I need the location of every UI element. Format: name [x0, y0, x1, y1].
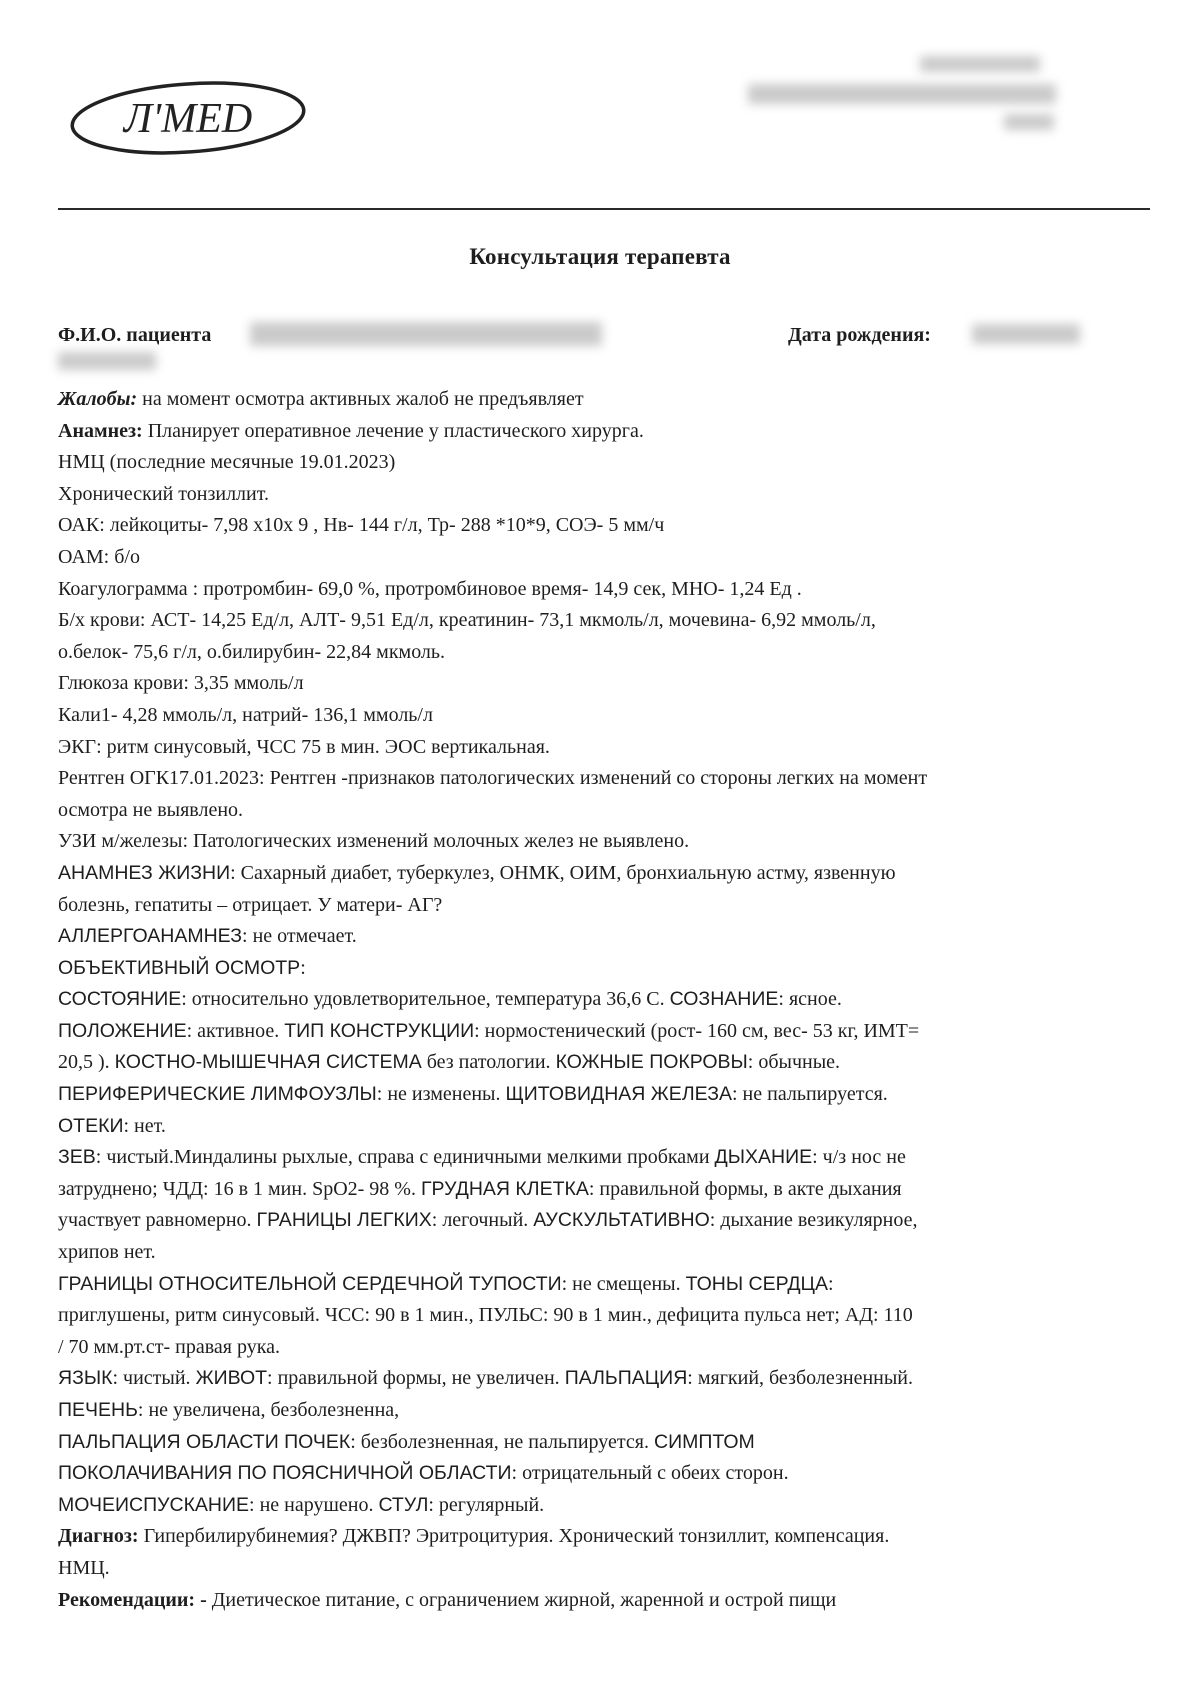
text-segment: : безболезненная, не пальпируется.: [350, 1430, 654, 1453]
text-segment: Планирует оперативное лечение у пластического хирурга.: [142, 419, 644, 442]
text-segment: : чистый.Миндалины рыхлые, справа с единичными мелкими пробками: [95, 1146, 715, 1169]
text-line: [58, 447, 1150, 479]
text-segment: болезнь, гепатиты – отрицает. У матери- АГ?: [58, 893, 443, 916]
text-segment: : нормостенический (рост- 160 см, вес- 53 кг, ИМТ=: [474, 1019, 920, 1042]
text-segment: : мягкий, безболезненный.: [687, 1367, 913, 1390]
text-segment: ОТЕКИ: [58, 1114, 124, 1137]
text-segment: ПОЛОЖЕНИЕ: [58, 1019, 187, 1042]
text-segment: ПОКОЛАЧИВАНИЯ ПО ПОЯСНИЧНОЙ ОБЛАСТИ: [58, 1462, 512, 1485]
text-segment: ТОНЫ СЕРДЦА: [685, 1272, 828, 1295]
text-segment: ПАЛЬПАЦИЯ: [564, 1367, 688, 1390]
clinic-logo: [68, 78, 308, 162]
text-segment: НМЦ (последние месячные 19.01.2023): [58, 451, 396, 474]
text-line: [58, 668, 1150, 700]
text-segment: о.белок- 75,6 г/л, о.билирубин- 22,84 мкмоль.: [58, 640, 446, 663]
text-segment: осмотра не выявлено.: [58, 798, 244, 821]
text-line: [58, 479, 1150, 511]
text-segment: НМЦ.: [58, 1556, 110, 1579]
text-segment: ДЫХАНИЕ: [714, 1146, 813, 1169]
text-line: [58, 1047, 1150, 1079]
text-segment: :: [300, 956, 306, 979]
text-segment: приглушены, ритм синусовый. ЧСС: 90 в 1 мин., ПУЛЬС: 90 в 1 мин., дефицита пульса нет; АД: 110: [58, 1304, 913, 1327]
text-segment: : не изменены.: [376, 1083, 506, 1106]
text-segment: ПЕРИФЕРИЧЕСКИЕ ЛИМФОУЗЛЫ: [58, 1083, 377, 1106]
text-segment: ОАМ: б/о: [58, 545, 140, 568]
redacted-address-line-2: [748, 84, 1056, 104]
redacted-patient-name-cont: [58, 352, 156, 370]
text-line: [58, 795, 1150, 827]
section-label: Диагноз:: [58, 1525, 139, 1548]
text-segment: СИМПТОМ: [653, 1430, 755, 1453]
redacted-patient-name: [250, 322, 602, 346]
text-line: [58, 890, 1150, 922]
section-label: Анамнез:: [58, 419, 143, 442]
text-segment: :: [828, 1272, 834, 1295]
text-line: [58, 1237, 1150, 1269]
text-segment: Диетическое питание, с ограничением жирной, жаренной и острой пищи: [206, 1588, 837, 1611]
text-line: [58, 384, 1150, 416]
text-line: [58, 1585, 1150, 1617]
birth-date-label: Дата рождения:: [788, 324, 931, 346]
text-segment: : отрицательный с обеих сторон.: [511, 1462, 789, 1485]
text-line: [58, 1300, 1150, 1332]
text-line: [58, 1395, 1150, 1427]
text-segment: : обычные.: [747, 1051, 841, 1074]
text-line: [58, 1269, 1150, 1301]
text-segment: Гипербилирубинемия? ДЖВП? Эритроцитурия. Хронический тонзиллит, компенсация.: [138, 1525, 890, 1548]
text-line: [58, 1490, 1150, 1522]
text-line: [58, 637, 1150, 669]
text-line: [58, 763, 1150, 795]
text-line: [58, 826, 1150, 858]
text-segment: : легочный.: [431, 1209, 534, 1232]
consultation-body: [58, 384, 1150, 1616]
text-segment: ГРАНИЦЫ ЛЕГКИХ: [256, 1209, 432, 1232]
text-segment: : правильной формы, не увеличен.: [267, 1367, 565, 1390]
text-line: [58, 1016, 1150, 1048]
redacted-address-line-1: [920, 56, 1040, 72]
text-segment: затруднено; ЧДД: 16 в 1 мин. SpO2- 98 %.: [58, 1177, 421, 1200]
text-line: [58, 984, 1150, 1016]
text-segment: КОСТНО-МЫШЕЧНАЯ СИСТЕМА: [114, 1051, 422, 1074]
text-segment: ЖИВОТ: [195, 1367, 268, 1390]
text-line: [58, 1174, 1150, 1206]
text-segment: СОСТОЯНИЕ: [58, 988, 182, 1011]
redacted-address-line-3: [1004, 114, 1054, 130]
text-line: [58, 542, 1150, 574]
text-segment: / 70 мм.рт.ст- правая рука.: [58, 1335, 280, 1358]
header-divider: [58, 208, 1150, 210]
text-line: [58, 1458, 1150, 1490]
patient-name-label: Ф.И.О. пациента: [58, 324, 212, 346]
text-line: [58, 1332, 1150, 1364]
text-line: [58, 1079, 1150, 1111]
redacted-birth-date: [972, 324, 1080, 344]
text-segment: : активное.: [186, 1019, 285, 1042]
text-segment: ГРАНИЦЫ ОТНОСИТЕЛЬНОЙ СЕРДЕЧНОЙ ТУПОСТИ: [58, 1272, 562, 1295]
text-segment: СТУЛ: [378, 1493, 429, 1516]
text-line: [58, 416, 1150, 448]
text-segment: АНАМНЕЗ ЖИЗНИ: [58, 861, 231, 884]
text-segment: : не отмечает.: [242, 925, 357, 948]
text-line: [58, 858, 1150, 890]
text-segment: ГРУДНАЯ КЛЕТКА: [420, 1177, 589, 1200]
text-segment: : не пальпируется.: [731, 1083, 888, 1106]
text-segment: УЗИ м/железы: Патологических изменений молочных желез не выявлено.: [58, 830, 690, 853]
text-line: [58, 1427, 1150, 1459]
text-segment: : не увеличена, безболезненна,: [137, 1399, 400, 1421]
text-segment: : относительно удовлетворительное, температура 36,6 С.: [181, 988, 670, 1011]
text-segment: на момент осмотра активных жалоб не предъявляет: [137, 388, 584, 410]
text-line: [58, 1142, 1150, 1174]
logo-text: Л'MED: [123, 96, 253, 142]
text-segment: Хронический тонзиллит.: [58, 482, 269, 505]
section-label: Жалобы:: [58, 388, 138, 410]
text-segment: АУСКУЛЬТАТИВНО: [533, 1209, 710, 1232]
text-line: [58, 574, 1150, 606]
text-line: [58, 953, 1150, 985]
text-segment: Коагулограмма : протромбин- 69,0 %, протромбиновое время- 14,9 сек, МНО- 1,24 Ед .: [58, 577, 802, 600]
text-segment: : Сахарный диабет, туберкулез, ОНМК, ОИМ, бронхиальную астму, язвенную: [230, 861, 896, 884]
text-line: [58, 605, 1150, 637]
text-segment: ПЕЧЕНЬ: [58, 1399, 138, 1421]
text-segment: ЭКГ: ритм синусовый, ЧСС 75 в мин. ЭОС вертикальная.: [58, 735, 550, 758]
text-segment: МОЧЕИСПУСКАНИЕ: [58, 1493, 250, 1516]
text-segment: хрипов нет.: [58, 1241, 156, 1264]
text-segment: : не нарушено.: [249, 1493, 379, 1516]
text-line: [58, 510, 1150, 542]
text-line: [58, 700, 1150, 732]
text-line: [58, 1521, 1150, 1553]
text-segment: : регулярный.: [428, 1493, 545, 1516]
section-label: Рекомендации: -: [58, 1588, 207, 1611]
text-line: [58, 1205, 1150, 1237]
text-segment: Кали1- 4,28 ммоль/л, натрий- 136,1 ммоль/л: [58, 703, 433, 726]
text-segment: участвует равномерно.: [58, 1209, 257, 1232]
text-segment: ОАК: лейкоциты- 7,98 х10х 9 , Нв- 144 г/л, Тр- 288 *10*9, СОЭ- 5 мм/ч: [58, 514, 665, 537]
text-segment: : дыхание везикулярное,: [709, 1209, 918, 1232]
text-segment: АЛЛЕРГОАНАМНЕЗ: [58, 925, 243, 948]
text-line: [58, 1111, 1150, 1143]
text-segment: СОЗНАНИЕ: [669, 988, 779, 1011]
text-segment: ПАЛЬПАЦИЯ ОБЛАСТИ ПОЧЕК: [58, 1430, 351, 1453]
text-line: [58, 1363, 1150, 1395]
text-segment: : ч/з нос не: [812, 1146, 906, 1169]
text-segment: ЗЕВ: [58, 1146, 96, 1169]
text-segment: ОБЪЕКТИВНЫЙ ОСМОТР: [58, 956, 301, 979]
text-line: [58, 732, 1150, 764]
text-line: [58, 921, 1150, 953]
text-segment: : чистый.: [112, 1367, 196, 1390]
text-segment: ЩИТОВИДНАЯ ЖЕЛЕЗА: [505, 1083, 732, 1106]
text-segment: 20,5 ).: [58, 1051, 115, 1074]
text-segment: : ясное.: [778, 988, 842, 1011]
text-segment: Глюкоза крови: 3,35 ммоль/л: [58, 672, 304, 695]
text-segment: : нет.: [123, 1114, 166, 1137]
text-segment: Рентген ОГК17.01.2023: Рентген -признаков патологических изменений со стороны легких на момент: [58, 767, 928, 790]
text-segment: Б/х крови: АСТ- 14,25 Ед/л, АЛТ- 9,51 Ед/л, креатинин- 73,1 мкмоль/л, мочевина- 6,92 ммоль/л,: [58, 609, 876, 632]
document-title: Консультация терапевта: [469, 244, 731, 269]
text-segment: КОЖНЫЕ ПОКРОВЫ: [555, 1051, 748, 1074]
text-line: [58, 1553, 1150, 1585]
text-segment: : не смещены.: [561, 1272, 686, 1295]
text-segment: ТИП КОНСТРУКЦИИ: [284, 1019, 475, 1042]
text-segment: ЯЗЫК: [58, 1367, 113, 1390]
text-segment: без патологии.: [421, 1051, 556, 1074]
text-segment: : правильной формы, в акте дыхания: [588, 1177, 902, 1200]
logo-oval-icon: [68, 78, 308, 162]
